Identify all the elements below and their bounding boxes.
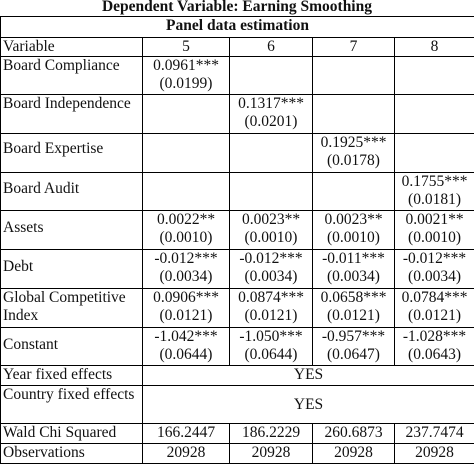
standard-error: (0.0034) xyxy=(232,268,310,286)
coefficient: -0.957*** xyxy=(315,328,392,346)
year-fixed-effects-row xyxy=(1,366,474,386)
wald-row xyxy=(1,424,474,444)
standard-error: (0.0034) xyxy=(145,268,227,286)
wald-value: 237.7474 xyxy=(395,424,474,444)
coef-cell xyxy=(143,57,230,95)
coef-cell xyxy=(230,95,313,134)
coef-cell xyxy=(395,134,474,173)
standard-error: (0.0644) xyxy=(145,346,227,364)
coefficient: 0.0906*** xyxy=(145,289,227,307)
coefficient: 0.0023** xyxy=(232,211,310,229)
standard-error: (0.0121) xyxy=(145,307,227,325)
coef-cell xyxy=(143,95,230,134)
coef-cell xyxy=(230,328,313,366)
coef-cell xyxy=(313,134,395,173)
coef-cell xyxy=(143,173,230,211)
coef-cell xyxy=(395,95,474,134)
standard-error: (0.0010) xyxy=(232,229,310,247)
coefficient: 0.0784*** xyxy=(397,289,472,307)
coef-cell xyxy=(395,250,474,289)
observations-row xyxy=(1,444,474,464)
coef-cell xyxy=(230,250,313,289)
coef-cell xyxy=(313,289,395,328)
coefficient: -0.012*** xyxy=(232,250,310,268)
table-subtitle: Panel data estimation xyxy=(1,17,474,38)
variable-header: Variable xyxy=(1,38,143,57)
table-row xyxy=(1,134,474,173)
standard-error: (0.0121) xyxy=(315,307,392,325)
row-label: Wald Chi Squared xyxy=(1,424,143,444)
table-row xyxy=(1,289,474,328)
coef-cell xyxy=(395,328,474,366)
standard-error: (0.0034) xyxy=(315,268,392,286)
row-label: Board Independence xyxy=(1,95,143,134)
coefficient: 0.0021** xyxy=(397,211,472,229)
observations-value: 20928 xyxy=(230,444,313,464)
coefficient: -1.042*** xyxy=(145,328,227,346)
wald-value: 186.2229 xyxy=(230,424,313,444)
wald-value: 166.2447 xyxy=(143,424,230,444)
coefficient: 0.1317*** xyxy=(232,95,310,113)
coefficient: 0.0023** xyxy=(315,211,392,229)
table-row xyxy=(1,95,474,134)
coef-cell xyxy=(230,57,313,95)
coef-cell xyxy=(143,134,230,173)
row-label: Debt xyxy=(1,250,143,289)
standard-error: (0.0010) xyxy=(315,229,392,247)
coefficient: 0.1755*** xyxy=(397,173,472,191)
coefficient: 0.0874*** xyxy=(232,289,310,307)
coefficient: 0.0022** xyxy=(145,211,227,229)
standard-error: (0.0034) xyxy=(397,268,472,286)
coefficient: -0.012*** xyxy=(145,250,227,268)
coefficient: 0.1925*** xyxy=(315,134,392,152)
coefficient: -0.011*** xyxy=(315,250,392,268)
table-row xyxy=(1,57,474,95)
country-fe-label: Country fixed effects xyxy=(3,386,140,404)
row-label: Board Compliance xyxy=(1,57,143,95)
coef-cell xyxy=(395,211,474,250)
coef-cell xyxy=(230,134,313,173)
table-row xyxy=(1,250,474,289)
standard-error: (0.0644) xyxy=(232,346,310,364)
standard-error: (0.0199) xyxy=(145,75,227,93)
coefficient: 0.0961*** xyxy=(145,57,227,75)
coef-cell xyxy=(313,95,395,134)
row-label: Year fixed effects xyxy=(1,366,143,386)
coef-cell xyxy=(230,173,313,211)
column-header: 5 xyxy=(143,38,230,57)
year-fixed-effects-value: YES xyxy=(143,366,474,386)
coefficient: -1.028*** xyxy=(397,328,472,346)
column-header: 8 xyxy=(395,38,474,57)
standard-error: (0.0010) xyxy=(145,229,227,247)
coef-cell xyxy=(143,328,230,366)
row-label xyxy=(1,386,143,424)
coef-cell xyxy=(313,173,395,211)
coef-cell xyxy=(143,211,230,250)
regression-table xyxy=(0,16,474,464)
header-row xyxy=(1,38,474,57)
coef-cell xyxy=(143,250,230,289)
subtitle-row xyxy=(1,17,474,38)
table-row xyxy=(1,328,474,366)
standard-error: (0.0178) xyxy=(315,152,392,170)
standard-error: (0.0010) xyxy=(397,229,472,247)
table-row xyxy=(1,173,474,211)
coef-cell xyxy=(313,328,395,366)
coef-cell xyxy=(395,57,474,95)
wald-value: 260.6873 xyxy=(313,424,395,444)
coef-cell xyxy=(230,289,313,328)
observations-value: 20928 xyxy=(313,444,395,464)
standard-error: (0.0121) xyxy=(232,307,310,325)
row-label: Board Audit xyxy=(1,173,143,211)
row-label: Observations xyxy=(1,444,143,464)
country-fixed-effects-value: YES xyxy=(143,386,474,424)
coef-cell xyxy=(395,289,474,328)
table-row xyxy=(1,211,474,250)
standard-error: (0.0121) xyxy=(397,307,472,325)
coef-cell xyxy=(230,211,313,250)
row-label: Constant xyxy=(1,328,143,366)
coef-cell xyxy=(143,289,230,328)
standard-error: (0.0181) xyxy=(397,191,472,209)
coef-cell xyxy=(395,173,474,211)
country-fixed-effects-row xyxy=(1,386,474,424)
row-label: Board Expertise xyxy=(1,134,143,173)
observations-value: 20928 xyxy=(143,444,230,464)
coefficient: -1.050*** xyxy=(232,328,310,346)
coef-cell xyxy=(313,57,395,95)
row-label: Global Competitive Index xyxy=(1,289,143,328)
standard-error: (0.0643) xyxy=(397,346,472,364)
column-header: 7 xyxy=(313,38,395,57)
column-header: 6 xyxy=(230,38,313,57)
coef-cell xyxy=(313,250,395,289)
standard-error: (0.0201) xyxy=(232,113,310,131)
coefficient: -0.012*** xyxy=(397,250,472,268)
coef-cell xyxy=(313,211,395,250)
coefficient: 0.0658*** xyxy=(315,289,392,307)
table-title: Dependent Variable: Earning Smoothing xyxy=(0,0,474,16)
row-label: Assets xyxy=(1,211,143,250)
observations-value: 20928 xyxy=(395,444,474,464)
standard-error: (0.0647) xyxy=(315,346,392,364)
